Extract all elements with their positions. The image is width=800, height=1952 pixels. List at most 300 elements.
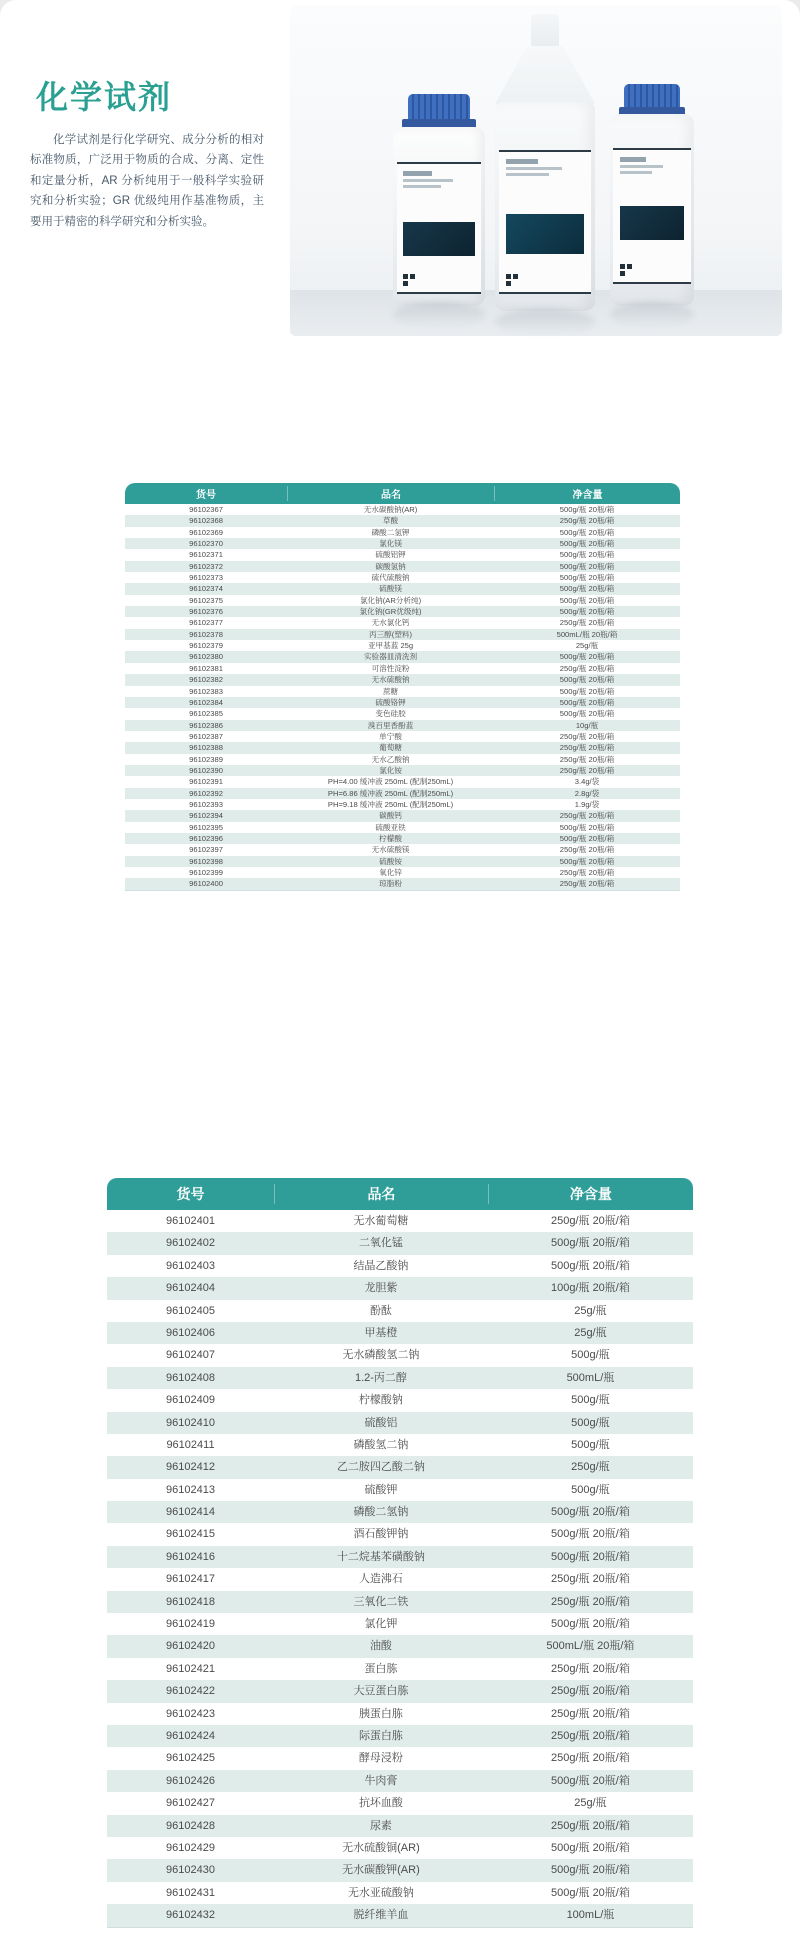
table-cell: 十二烷基苯磺酸钠 [336, 1550, 425, 1563]
table-cell: 亚甲基蓝 25g [367, 641, 414, 651]
table-cell: 96102375 [189, 595, 223, 605]
table-row [107, 1815, 693, 1837]
table-row [107, 1277, 693, 1299]
qr-code-icon [620, 264, 632, 276]
label-text-line [620, 171, 652, 174]
table-row [107, 1523, 693, 1545]
table-cell: 96102367 [189, 505, 223, 514]
table-row [107, 1882, 693, 1904]
table-cell: 500g/瓶 20瓶/箱 [550, 1506, 630, 1519]
table-cell: 500g/瓶 [571, 1416, 610, 1429]
table-cell: 96102377 [189, 618, 223, 628]
label-brand-mark [403, 171, 432, 176]
table-cell: 无水硫酸镁 [371, 845, 410, 855]
table-cell: 酵母浸粉 [358, 1752, 403, 1765]
table-cell: 碳酸钙 [379, 811, 402, 821]
table-cell: 96102388 [189, 743, 223, 753]
table-cell: 氯化钾 [364, 1618, 398, 1631]
table-row [107, 1613, 693, 1635]
table-cell: 硫代硫酸钠 [371, 573, 410, 583]
table-row [125, 583, 680, 594]
table-cell: 96102402 [166, 1237, 215, 1250]
table-cell: 250g/瓶 20瓶/箱 [550, 1752, 630, 1765]
table-cell: 500g/瓶 20瓶/箱 [559, 697, 615, 707]
table-cell: 尿素 [369, 1819, 392, 1832]
table-cell: 3.4g/袋 [574, 777, 600, 787]
table-row [107, 1367, 693, 1389]
table-cell: 96102384 [189, 697, 223, 707]
table-cell: 葡萄糖 [379, 743, 402, 753]
table-cell: 无水乙酸钠 [371, 754, 410, 764]
table-cell: PH=9.18 缓冲液 250mL (配制250mL) [327, 799, 454, 809]
table-cell: 草酸 [382, 516, 399, 526]
table-cell: 500g/瓶 20瓶/箱 [559, 607, 615, 617]
table-cell: 柠檬酸钠 [358, 1394, 403, 1407]
bottle-body [610, 114, 694, 306]
table-cell: 结晶乙酸钠 [353, 1259, 409, 1272]
table-row [107, 1456, 693, 1478]
label-dark-panel [403, 222, 474, 256]
table-cell: 250g/瓶 20瓶/箱 [559, 879, 615, 889]
table-cell: 96102432 [166, 1909, 215, 1922]
table-row [107, 1300, 693, 1322]
table-cell: 酚酞 [369, 1304, 392, 1317]
tall-reagent-bottle-icon [495, 14, 595, 311]
table-cell: 250g/瓶 20瓶/箱 [550, 1595, 630, 1608]
table-cell: 96102381 [189, 663, 223, 673]
bottle-label [499, 150, 591, 294]
table-cell: 250g/瓶 20瓶/箱 [559, 868, 615, 877]
table-row [107, 1658, 693, 1680]
table-cell: 500g/瓶 20瓶/箱 [559, 550, 615, 560]
table-row [107, 1344, 693, 1366]
bottle-cap-icon [624, 84, 680, 108]
table-cell: 500g/瓶 20瓶/箱 [550, 1864, 630, 1877]
table-cell: 250g/瓶 20瓶/箱 [559, 516, 615, 526]
table-cell: 250g/瓶 20瓶/箱 [559, 765, 615, 775]
table-cell: 无水碳酸钾(AR) [342, 1864, 420, 1877]
table-cell: 96102401 [166, 1215, 215, 1227]
table-cell: 100mL/瓶 [566, 1909, 615, 1922]
table-row [107, 1904, 693, 1927]
table-cell: 500mL/瓶 20瓶/箱 [556, 629, 618, 639]
table-row [125, 549, 680, 560]
table-row [125, 617, 680, 628]
table-cell: 500g/瓶 20瓶/箱 [559, 573, 615, 583]
table-cell: 500g/瓶 [571, 1394, 610, 1407]
table-cell: 无水葡萄糖 [353, 1215, 409, 1227]
table-cell: 96102420 [166, 1640, 215, 1653]
table-cell: 500g/瓶 20瓶/箱 [559, 539, 615, 549]
table-row [107, 1792, 693, 1814]
table-cell: 抗坏血酸 [358, 1797, 403, 1810]
table-row [107, 1725, 693, 1747]
table-cell: 500g/瓶 20瓶/箱 [559, 595, 615, 605]
table-cell: 500g/瓶 20瓶/箱 [550, 1528, 630, 1541]
table-cell: 琼脂粉 [379, 879, 402, 889]
table-row [107, 1591, 693, 1613]
column-header: 净含量 [488, 1184, 693, 1204]
table-cell: 无水硫酸钠 [371, 675, 410, 685]
table-row [107, 1501, 693, 1523]
reagent-table-2 [107, 1178, 693, 1928]
table-row [125, 697, 680, 708]
table-cell: 250g/瓶 20瓶/箱 [559, 743, 615, 753]
table-cell: 酒石酸钾钠 [353, 1528, 409, 1541]
table-row [107, 1703, 693, 1725]
table-cell: 柠檬酸 [379, 833, 402, 843]
table-cell: 96102400 [189, 879, 223, 889]
table-cell: 500g/瓶 [571, 1438, 610, 1451]
table-cell: 96102405 [166, 1304, 215, 1317]
table-cell: 96102397 [189, 845, 223, 855]
label-text-line [403, 179, 452, 182]
table-row [125, 686, 680, 697]
table-row [125, 833, 680, 844]
table-row [107, 1747, 693, 1769]
table-cell: 96102385 [189, 709, 223, 719]
table-row [125, 754, 680, 765]
table-cell: 500g/瓶 20瓶/箱 [550, 1774, 630, 1787]
bottle-neck [531, 14, 559, 48]
table-cell: 250g/瓶 20瓶/箱 [559, 811, 615, 821]
table-row [125, 844, 680, 855]
table-cell: 96102387 [189, 731, 223, 741]
table-cell: 96102412 [166, 1461, 215, 1474]
table-cell: 500mL/瓶 [566, 1371, 615, 1384]
table-cell: 碳酸氢钠 [375, 561, 406, 571]
table-cell: 500g/瓶 20瓶/箱 [550, 1237, 630, 1250]
table-row [125, 515, 680, 526]
qr-code-icon [403, 274, 415, 286]
table-cell: 96102424 [166, 1729, 215, 1742]
table-cell: 96102370 [189, 539, 223, 549]
table-cell: 96102427 [166, 1797, 215, 1810]
table-cell: 250g/瓶 20瓶/箱 [559, 731, 615, 741]
table-cell: 500g/瓶 20瓶/箱 [550, 1886, 630, 1899]
table-cell: 无水磷酸氢二钠 [342, 1349, 420, 1362]
table-cell: 500g/瓶 [571, 1349, 610, 1362]
table-cell: 25g/瓶 [575, 641, 599, 651]
qr-code-icon [506, 274, 518, 286]
column-header: 货号 [196, 490, 217, 501]
table-cell: 10g/瓶 [575, 720, 599, 730]
table-cell: 氯化钠(AR分析纯) [359, 595, 422, 605]
table-cell: 溴百里香酚蓝 [367, 720, 414, 730]
table-cell: 96102373 [189, 573, 223, 583]
bottle-label [397, 162, 482, 294]
table-row [125, 527, 680, 538]
label-dark-panel [506, 214, 583, 254]
table-cell: 硫酸亚铁 [375, 822, 406, 832]
table-cell: 96102409 [166, 1394, 215, 1407]
bottle-shoulder [495, 46, 595, 104]
table-cell: 96102419 [166, 1618, 215, 1631]
table-cell: 96102430 [166, 1864, 215, 1877]
table-row [125, 629, 680, 640]
table-cell: PH=4.00 缓冲液 250mL (配制250mL) [327, 777, 454, 787]
table-cell: 96102414 [166, 1506, 215, 1519]
table-cell: 96102376 [189, 607, 223, 617]
table-cell: 250g/瓶 20瓶/箱 [559, 663, 615, 673]
table-cell: 96102394 [189, 811, 223, 821]
table-cell: 氯化铵 [379, 765, 402, 775]
table-cell: 无水硫酸铜(AR) [342, 1841, 420, 1854]
table-cell: 96102416 [166, 1550, 215, 1563]
table-cell: 96102411 [166, 1438, 215, 1451]
table-cell: 硫酸铝 [364, 1416, 398, 1429]
table-cell: 96102417 [166, 1573, 215, 1586]
table-cell: 96102383 [189, 686, 223, 696]
table-cell: 96102386 [189, 720, 223, 730]
table-cell: 250g/瓶 20瓶/箱 [559, 618, 615, 628]
page-title: 化学试剂 [36, 79, 173, 115]
table-cell: PH=6.86 缓冲液 250mL (配制250mL) [327, 788, 454, 798]
table-cell: 人造沸石 [358, 1573, 403, 1586]
table-cell: 96102410 [166, 1416, 215, 1429]
table-cell: 96102426 [166, 1774, 215, 1787]
table-row [125, 720, 680, 731]
table-cell: 500g/瓶 20瓶/箱 [559, 527, 615, 537]
table-cell: 硫酸镁 [379, 584, 402, 594]
table-cell: 96102415 [166, 1528, 215, 1541]
table-row [107, 1389, 693, 1411]
table-cell: 氯化镁 [379, 539, 402, 549]
table-header-row [125, 483, 680, 504]
reagent-bottles-photo [290, 6, 782, 336]
table-row [125, 867, 680, 878]
table-row [125, 878, 680, 890]
table-cell: 250g/瓶 20瓶/箱 [559, 845, 615, 855]
table-cell: 96102390 [189, 765, 223, 775]
table-cell: 96102406 [166, 1326, 215, 1339]
table-row [125, 651, 680, 662]
table-cell: 蛋白胨 [364, 1662, 398, 1675]
bottle-label [613, 148, 690, 284]
table-row [107, 1479, 693, 1501]
table-header-row [107, 1178, 693, 1210]
table-cell: 96102372 [189, 561, 223, 571]
table-row [107, 1255, 693, 1277]
table-cell: 96102429 [166, 1841, 215, 1854]
table-cell: 无水氯化钙 [371, 618, 410, 628]
table-cell: 25g/瓶 [574, 1797, 607, 1810]
table-cell: 250g/瓶 20瓶/箱 [550, 1707, 630, 1720]
label-text-line [620, 165, 663, 168]
label-text-line [506, 173, 548, 176]
table-row [107, 1434, 693, 1456]
table-cell: 96102422 [166, 1685, 215, 1698]
table-cell: 96102403 [166, 1259, 215, 1272]
table-row [125, 674, 680, 685]
table-cell: 96102369 [189, 527, 223, 537]
table-row [125, 856, 680, 867]
table-row [125, 776, 680, 787]
table-row [107, 1680, 693, 1702]
table-cell: 无水碳酸钠(AR) [363, 505, 418, 514]
table-cell: 牛肉膏 [364, 1774, 398, 1787]
column-header: 净含量 [494, 486, 680, 501]
table-cell: 96102395 [189, 822, 223, 832]
table-cell: 磷酸二氢钾 [371, 527, 410, 537]
table-cell: 96102380 [189, 652, 223, 662]
table-cell: 500g/瓶 20瓶/箱 [550, 1259, 630, 1272]
table-cell: 96102379 [189, 641, 223, 651]
table-cell: 500g/瓶 20瓶/箱 [550, 1618, 630, 1631]
table-cell: 氧化锌 [379, 868, 402, 877]
table-cell: 250g/瓶 20瓶/箱 [550, 1729, 630, 1742]
square-reagent-bottle-icon [393, 94, 485, 306]
table-cell: 硫酸铝钾 [375, 550, 406, 560]
table-cell: 96102425 [166, 1752, 215, 1765]
table-cell: 96102408 [166, 1371, 215, 1384]
table-row [125, 538, 680, 549]
table-cell: 96102378 [189, 629, 223, 639]
table-cell: 250g/瓶 [571, 1461, 610, 1474]
table-row [125, 788, 680, 799]
table-cell: 250g/瓶 20瓶/箱 [550, 1573, 630, 1586]
table-cell: 96102396 [189, 833, 223, 843]
table-row [125, 606, 680, 617]
label-text-line [506, 167, 561, 170]
table-row [107, 1635, 693, 1657]
table-cell: 500g/瓶 20瓶/箱 [559, 584, 615, 594]
table-cell: 100g/瓶 20瓶/箱 [550, 1282, 630, 1295]
table-row [125, 731, 680, 742]
column-header: 品名 [287, 486, 494, 501]
table-cell: 500g/瓶 20瓶/箱 [550, 1841, 630, 1854]
table-cell: 1.2-丙二醇 [354, 1371, 407, 1384]
table-cell: 蔗糖 [382, 686, 399, 696]
bottle-cap-icon [408, 94, 470, 120]
table-cell: 500g/瓶 20瓶/箱 [559, 833, 615, 843]
table-cell: 脱纤维羊血 [353, 1909, 409, 1922]
table-cell: 硫酸铵 [379, 856, 402, 866]
table-cell: 96102382 [189, 675, 223, 685]
bottle-reflection [610, 302, 694, 328]
table-cell: 96102368 [189, 516, 223, 526]
table-cell: 500g/瓶 20瓶/箱 [559, 561, 615, 571]
table-row [125, 708, 680, 719]
table-row [107, 1837, 693, 1859]
table-cell: 2.8g/袋 [574, 788, 600, 798]
table-cell: 96102418 [166, 1595, 215, 1608]
table-cell: 96102407 [166, 1349, 215, 1362]
table-cell: 500g/瓶 20瓶/箱 [559, 822, 615, 832]
table-cell: 单宁酸 [379, 731, 402, 741]
table-cell: 96102393 [189, 799, 223, 809]
table-cell: 可溶性淀粉 [371, 663, 410, 673]
table-row [125, 504, 680, 515]
table-cell: 实验器皿清洗剂 [363, 652, 418, 662]
table-cell: 丙三醇(塑料) [369, 629, 413, 639]
table-cell: 96102374 [189, 584, 223, 594]
table-row [125, 810, 680, 821]
table-cell: 二氧化锰 [358, 1237, 403, 1250]
table-cell: 甲基橙 [364, 1326, 398, 1339]
table-cell: 96102421 [166, 1662, 215, 1675]
table-row [125, 799, 680, 810]
bottle-reflection [495, 309, 595, 335]
reagent-table-1 [125, 483, 680, 891]
table-cell: 96102404 [166, 1282, 215, 1295]
table-cell: 96102389 [189, 754, 223, 764]
small-reagent-bottle-icon [610, 84, 694, 306]
table-row [125, 765, 680, 776]
table-cell: 油酸 [369, 1640, 392, 1653]
table-cell: 96102391 [189, 777, 223, 787]
table-cell: 96102428 [166, 1819, 215, 1832]
table-cell: 500g/瓶 20瓶/箱 [559, 686, 615, 696]
table-cell: 25g/瓶 [574, 1326, 607, 1339]
table-cell: 硫酸钾 [364, 1483, 398, 1496]
table-cell: 96102398 [189, 856, 223, 866]
bottle-body [495, 102, 595, 311]
table-cell: 500g/瓶 20瓶/箱 [550, 1550, 630, 1563]
table-cell: 96102399 [189, 868, 223, 877]
table-row [125, 640, 680, 651]
table-cell: 乙二胺四乙酸二钠 [336, 1461, 425, 1474]
table-cell: 96102371 [189, 550, 223, 560]
table-cell: 500mL/瓶 20瓶/箱 [546, 1640, 635, 1653]
table-cell: 三氧化二铁 [353, 1595, 409, 1608]
table-cell: 96102423 [166, 1707, 215, 1720]
table-row [107, 1232, 693, 1254]
column-header: 品名 [274, 1184, 488, 1204]
label-text-line [403, 185, 440, 188]
table-cell: 250g/瓶 20瓶/箱 [550, 1662, 630, 1675]
table-cell: 500g/瓶 20瓶/箱 [559, 709, 615, 719]
table-cell: 25g/瓶 [574, 1304, 607, 1317]
table-cell: 96102431 [166, 1886, 215, 1899]
table-row [125, 595, 680, 606]
label-brand-mark [506, 159, 537, 164]
table-cell: 250g/瓶 20瓶/箱 [550, 1819, 630, 1832]
bottle-body [393, 127, 485, 306]
table-cell: 500g/瓶 [571, 1483, 610, 1496]
table-cell: 无水亚硫酸钠 [347, 1886, 414, 1899]
table-cell: 500g/瓶 20瓶/箱 [559, 675, 615, 685]
table-row [107, 1859, 693, 1881]
intro-paragraph: 化学试剂是行化学研究、成分分析的相对标准物质，广泛用于物质的合成、分离、定性和定量分析，AR 分析纯用于一般科学实验研究和分析实验；GR 优级纯用作基准物质，主要用于精密的科学研究和分析实验。 [30, 134, 264, 228]
table-row [107, 1322, 693, 1344]
table-row [107, 1770, 693, 1792]
table-row [107, 1568, 693, 1590]
table-row [107, 1546, 693, 1568]
table-row [107, 1210, 693, 1232]
table-cell: 96102413 [166, 1483, 215, 1496]
table-cell: 磷酸二氢钠 [353, 1506, 409, 1519]
table-cell: 500g/瓶 20瓶/箱 [559, 856, 615, 866]
table-row [125, 663, 680, 674]
bottle-reflection [393, 302, 485, 328]
table-cell: 500g/瓶 20瓶/箱 [559, 505, 615, 514]
table-cell: 250g/瓶 20瓶/箱 [550, 1215, 630, 1227]
table-cell: 250g/瓶 20瓶/箱 [559, 754, 615, 764]
label-brand-mark [620, 157, 646, 162]
table-cell: 龙胆紫 [364, 1282, 398, 1295]
table-cell: 硫酸铬钾 [375, 697, 406, 707]
table-cell: 胰蛋白胨 [358, 1707, 403, 1720]
table-cell: 250g/瓶 20瓶/箱 [550, 1685, 630, 1698]
table-cell: 磷酸氢二钠 [353, 1438, 409, 1451]
column-header: 货号 [176, 1186, 205, 1202]
table-row [107, 1412, 693, 1434]
label-dark-panel [620, 206, 685, 240]
table-row [125, 572, 680, 583]
table-cell: 氯化钠(GR优级纯) [359, 607, 422, 617]
table-row [125, 822, 680, 833]
